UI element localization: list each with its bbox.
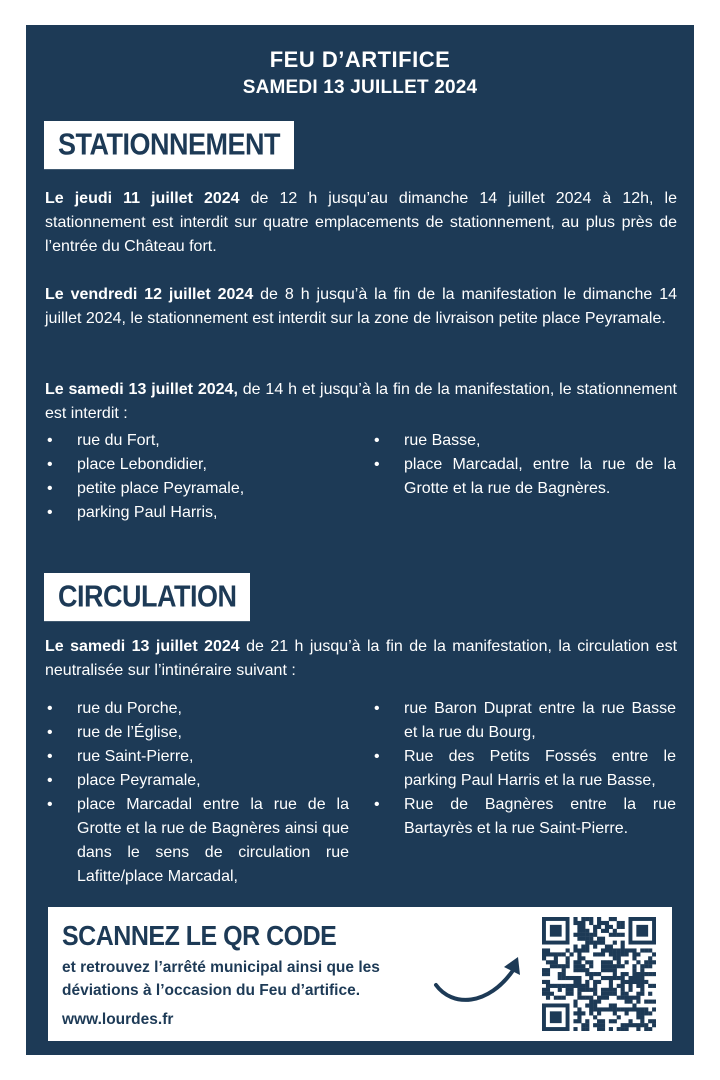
paragraph-vendredi	[45, 283, 677, 331]
section-tag-stationnement: STATIONNEMENT	[44, 121, 294, 169]
stationnement-list-right	[372, 429, 676, 501]
paragraph-date: Le jeudi 11 juillet 2024	[45, 190, 240, 207]
paragraph-text: de 8 h jusqu’à la fin de la manifestation le dimanche 14 juillet 2024, le stationnement est interdit sur la zone de livraison petite place Peyramale.	[45, 286, 678, 327]
paragraph-date: Le samedi 13 juillet 2024,	[45, 381, 238, 398]
paragraph-text: de 12 h jusqu’au dimanche 14 juillet 2024 à 12h, le stationnement est interdit sur quatre emplacements de stationnement, au plus près de l’entrée du Château fort.	[45, 190, 678, 255]
qr-description: et retrouvez l’arrêté municipal ainsi que les déviations à l’occasion du Feu d’artifice.	[62, 959, 380, 999]
list-item: • rue de l’Église,	[45, 721, 349, 745]
list-item: • rue Saint-Pierre,	[45, 745, 349, 769]
list-item: • place Lebondidier,	[45, 453, 355, 477]
qr-code-icon[interactable]	[542, 917, 656, 1031]
list-item: • parking Paul Harris,	[45, 501, 355, 525]
paragraph-date: Le samedi 13 juillet 2024	[45, 638, 240, 655]
page-date: SAMEDI 13 JUILLET 2024	[242, 77, 478, 98]
list-item: • rue Baron Duprat entre la rue Basse et la rue du Bourg,	[372, 697, 676, 745]
paragraph-jeudi	[45, 187, 677, 259]
list-item: • Rue de Bagnères entre la rue Bartayrès et la rue Saint-Pierre.	[372, 793, 676, 841]
circulation-list-left	[45, 697, 349, 889]
list-item: • place Marcadal entre la rue de la Grotte et la rue de Bagnères ainsi que dans le sens de circulation rue Lafitte/place Marcadal,	[45, 793, 349, 889]
list-item: • rue du Porche,	[45, 697, 349, 721]
website-link[interactable]: www.lourdes.fr	[62, 1011, 174, 1028]
list-item: • place Peyramale,	[45, 769, 349, 793]
list-item: • Rue des Petits Fossés entre le parking Paul Harris et la rue Basse,	[372, 745, 676, 793]
circulation-list-right	[372, 697, 676, 841]
paragraph-samedi	[45, 378, 677, 426]
paragraph-date: Le vendredi 12 juillet 2024	[45, 286, 254, 303]
list-item: • place Marcadal, entre la rue de la Grotte et la rue de Bagnères.	[372, 453, 676, 501]
paragraph-circulation	[45, 635, 677, 683]
stationnement-list-left	[45, 429, 355, 525]
list-item: • rue du Fort,	[45, 429, 355, 453]
paragraph-text: de 21 h jusqu’à la fin de la manifestation, la circulation est neutralisée sur l’intinéraire suivant :	[45, 638, 678, 679]
poster-panel	[26, 25, 694, 1055]
list-item: • rue Basse,	[372, 429, 676, 453]
section-tag-circulation: CIRCULATION	[44, 573, 250, 621]
list-item: • petite place Peyramale,	[45, 477, 355, 501]
qr-title: SCANNEZ LE QR CODE	[62, 921, 337, 952]
paragraph-text: de 14 h et jusqu’à la fin de la manifestation, le stationnement est interdit :	[45, 381, 677, 422]
qr-box	[48, 907, 672, 1041]
page-title: FEU D’ARTIFICE	[269, 47, 451, 72]
curved-arrow-icon	[430, 941, 530, 1011]
